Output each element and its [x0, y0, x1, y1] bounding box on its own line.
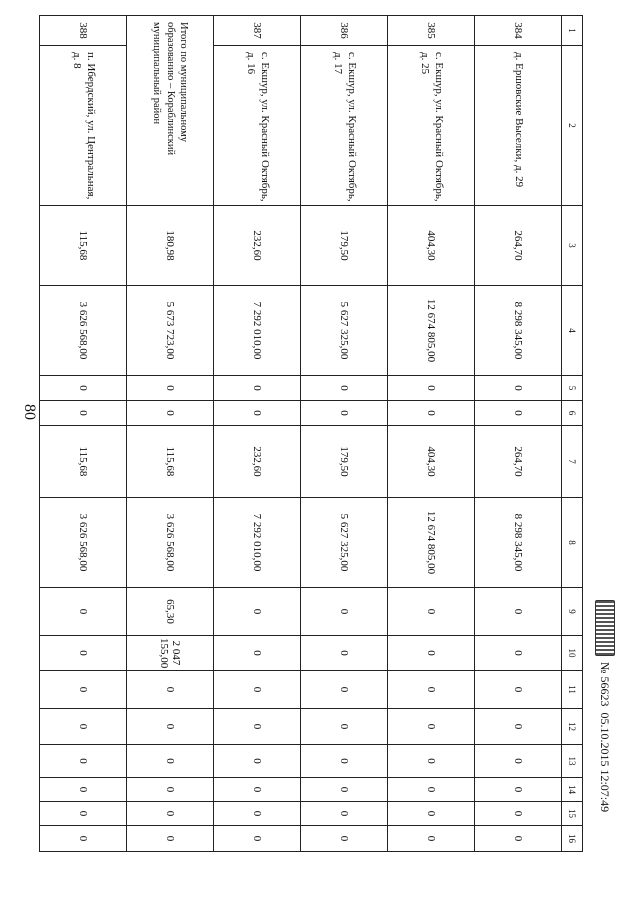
cell-address: с. Екшур, ул. Красный Октябрь, д. 25: [388, 46, 475, 206]
header-cell: 9: [562, 588, 583, 636]
table-row: [301, 16, 388, 852]
cell-value: 0: [301, 401, 388, 426]
cell-value: 179,50: [301, 206, 388, 286]
cell-value: 0: [475, 778, 562, 802]
total-label: Итого по муниципальному образованию – Кораблинский муниципальный район: [127, 16, 214, 206]
cell-value: 65,30: [127, 588, 214, 636]
cell-value: 0: [214, 745, 301, 778]
cell-value: 0: [40, 671, 127, 709]
cell-value: 115,68: [127, 426, 214, 498]
header-cell: 3: [562, 206, 583, 286]
header-cell: 12: [562, 709, 583, 745]
cell-value: 0: [127, 671, 214, 709]
header-cell: 10: [562, 636, 583, 671]
table-rotated-container: [57, 15, 583, 843]
table-row: [388, 16, 475, 852]
cell-value: 0: [40, 636, 127, 671]
cell-value: 0: [301, 636, 388, 671]
cell-value: 0: [40, 802, 127, 826]
cell-value: 0: [214, 778, 301, 802]
cell-value: 0: [127, 778, 214, 802]
cell-value: 7 292 010,00: [214, 286, 301, 376]
header-cell: 5: [562, 376, 583, 401]
cell-value: 0: [475, 588, 562, 636]
cell-value: 0: [214, 671, 301, 709]
cell-value: 0: [475, 671, 562, 709]
cell-value: 8 298 345,00: [475, 286, 562, 376]
header-cell: 6: [562, 401, 583, 426]
cell-value: 0: [40, 778, 127, 802]
cell-value: 0: [40, 376, 127, 401]
cell-value: 0: [214, 588, 301, 636]
cell-value: 0: [475, 745, 562, 778]
cell-number: 387: [214, 16, 301, 46]
header-cell: 1: [562, 16, 583, 46]
header-cell: 7: [562, 426, 583, 498]
cell-value: 0: [388, 826, 475, 852]
cell-value: 0: [388, 671, 475, 709]
cell-value: 3 626 568,00: [40, 498, 127, 588]
cell-value: 0: [388, 802, 475, 826]
cell-value: 2 047 155,00: [127, 636, 214, 671]
cell-value: 0: [301, 671, 388, 709]
cell-value: 0: [214, 376, 301, 401]
cell-value: 0: [127, 376, 214, 401]
cell-value: 0: [475, 826, 562, 852]
header-cell: 15: [562, 802, 583, 826]
cell-value: 404,30: [388, 426, 475, 498]
cell-address: п. Ибердский, ул. Центральная, д. 8: [40, 46, 127, 206]
cell-value: 5 673 723,00: [127, 286, 214, 376]
data-table: [39, 15, 583, 852]
cell-value: 0: [475, 636, 562, 671]
cell-value: 0: [127, 826, 214, 852]
cell-value: 0: [301, 826, 388, 852]
cell-address: д. Ершовские Выселки, д. 29: [475, 46, 562, 206]
cell-number: 385: [388, 16, 475, 46]
cell-value: 0: [301, 588, 388, 636]
header-cell: 8: [562, 498, 583, 588]
cell-value: 3 626 568,00: [127, 498, 214, 588]
cell-value: 0: [388, 778, 475, 802]
cell-value: 264,70: [475, 426, 562, 498]
stamp-doc-number: № 56623: [598, 662, 613, 707]
cell-value: 0: [127, 401, 214, 426]
cell-value: 12 674 805,00: [388, 286, 475, 376]
cell-value: 0: [301, 709, 388, 745]
cell-value: 0: [40, 826, 127, 852]
header-cell: 14: [562, 778, 583, 802]
cell-value: 115,68: [40, 206, 127, 286]
cell-value: 232,60: [214, 426, 301, 498]
cell-value: 0: [475, 802, 562, 826]
cell-value: 0: [127, 745, 214, 778]
cell-value: 0: [40, 401, 127, 426]
table-header-row: [562, 16, 583, 852]
cell-value: 0: [127, 709, 214, 745]
header-cell: 11: [562, 671, 583, 709]
page-number: 80: [21, 404, 38, 420]
cell-number: 384: [475, 16, 562, 46]
cell-value: 0: [214, 636, 301, 671]
header-cell: 2: [562, 46, 583, 206]
cell-value: 0: [40, 588, 127, 636]
cell-value: 232,60: [214, 206, 301, 286]
cell-address: с. Екшур, ул. Красный Октябрь, д. 17: [301, 46, 388, 206]
cell-value: 8 298 345,00: [475, 498, 562, 588]
cell-value: 0: [214, 401, 301, 426]
cell-value: 0: [40, 709, 127, 745]
cell-value: 0: [388, 588, 475, 636]
header-cell: 16: [562, 826, 583, 852]
document-stamp: [588, 600, 628, 840]
cell-value: 5 627 325,00: [301, 286, 388, 376]
stamp-logo-icon: [595, 600, 615, 656]
cell-value: 0: [475, 401, 562, 426]
cell-value: 180,98: [127, 206, 214, 286]
cell-value: 3 626 568,00: [40, 286, 127, 376]
cell-value: 179,50: [301, 426, 388, 498]
cell-value: 0: [388, 709, 475, 745]
table-row: [214, 16, 301, 852]
cell-value: 0: [388, 636, 475, 671]
cell-value: 0: [301, 778, 388, 802]
table-total-row: [127, 16, 214, 852]
cell-value: 0: [301, 802, 388, 826]
cell-value: 264,70: [475, 206, 562, 286]
table-row: [475, 16, 562, 852]
table-row: [40, 16, 127, 852]
cell-value: 0: [214, 826, 301, 852]
cell-value: 404,30: [388, 206, 475, 286]
cell-value: 0: [388, 401, 475, 426]
cell-address: с. Екшур, ул. Красный Октябрь, д. 16: [214, 46, 301, 206]
cell-value: 12 674 805,00: [388, 498, 475, 588]
cell-value: 0: [475, 709, 562, 745]
cell-value: 0: [40, 745, 127, 778]
cell-value: 5 627 325,00: [301, 498, 388, 588]
header-cell: 13: [562, 745, 583, 778]
cell-number: 388: [40, 16, 127, 46]
cell-value: 0: [388, 745, 475, 778]
cell-value: 0: [475, 376, 562, 401]
stamp-timestamp: 05.10.2015 12:07:49: [598, 712, 613, 813]
cell-value: 0: [301, 745, 388, 778]
cell-value: 7 292 010,00: [214, 498, 301, 588]
cell-value: 0: [388, 376, 475, 401]
cell-value: 0: [214, 802, 301, 826]
cell-value: 115,68: [40, 426, 127, 498]
cell-value: 0: [127, 802, 214, 826]
cell-number: 386: [301, 16, 388, 46]
header-cell: 4: [562, 286, 583, 376]
cell-value: 0: [301, 376, 388, 401]
cell-value: 0: [214, 709, 301, 745]
